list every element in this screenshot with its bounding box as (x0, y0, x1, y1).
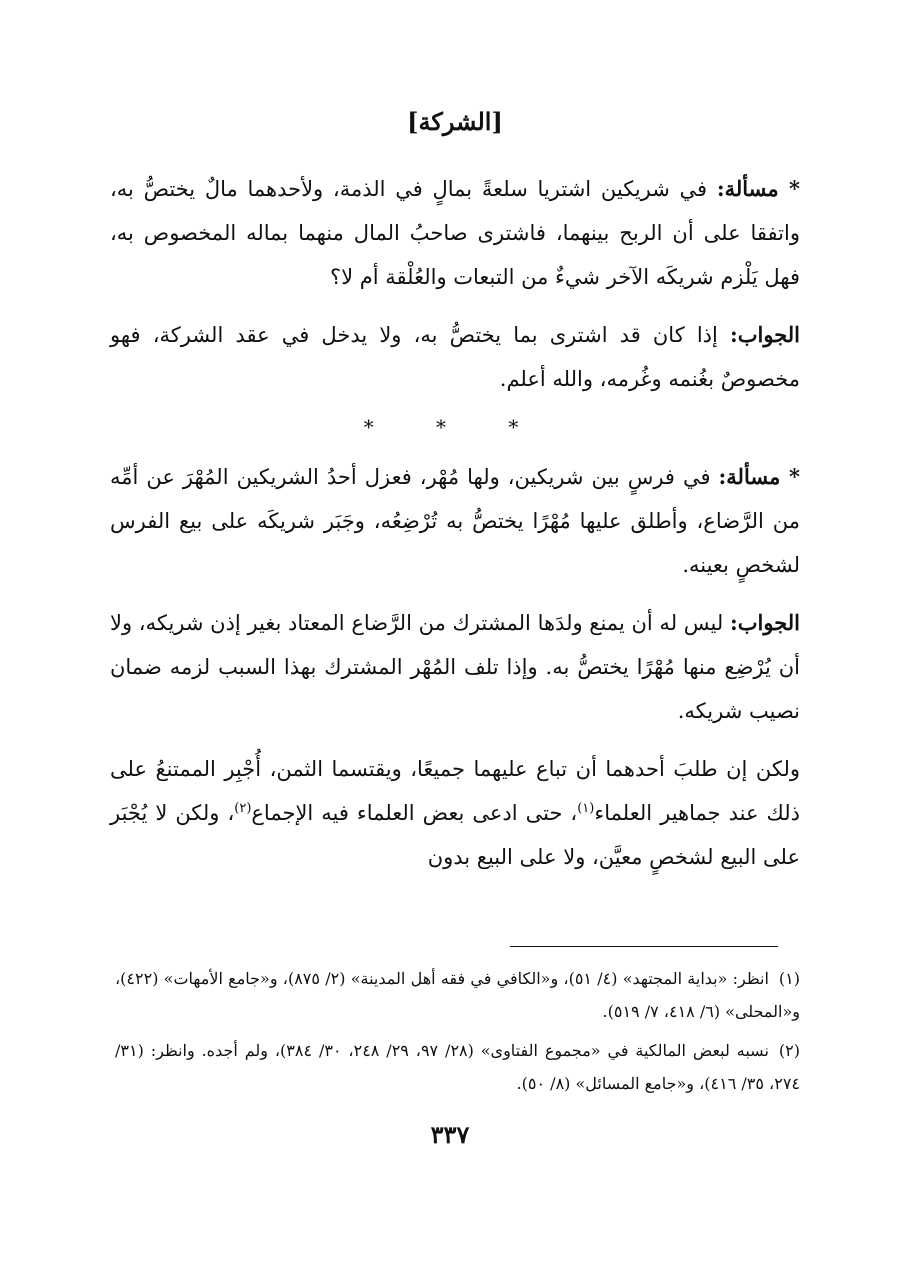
footnote-2-text: نسبه لبعض المالكية في «مجموع الفتاوى» (٢٨/ ٩٧، ٢٩/ ٢٤٨، ٣٠/ ٣٨٤)، ولم أجده. وانظر: (٣١/ ٢٧٤، ٣٥/ ٤١٦)، و«جامع المسائل» (٨/ ٥٠). (115, 1041, 800, 1093)
section-separator: * * * (363, 414, 547, 439)
footnote-1-number: (١) (778, 969, 800, 988)
answer-1-text: إذا كان قد اشترى بما يختصُّ به، ولا يدخل في عقد الشركة، فهو مخصوصٌ بغُنمه وغُرمه، والله أعلم. (110, 322, 800, 391)
question-1-lead: * مسألة: (716, 175, 800, 201)
paragraph-3-part-2: ، حتى ادعى بعض العلماء فيه الإجماع (251, 800, 578, 825)
page-number: ٣٣٧ (430, 1120, 470, 1149)
footnote-2-number: (٢) (778, 1041, 800, 1060)
answer-1-lead: الجواب: (730, 321, 800, 347)
footnote-ref-1[interactable]: (١) (577, 800, 595, 816)
footnote-1 (115, 962, 800, 1028)
answer-2-lead: الجواب: (730, 609, 800, 635)
answer-1 (110, 313, 800, 401)
footnote-divider (510, 946, 778, 947)
section-heading: [الشركة] (407, 107, 503, 136)
footnote-ref-2[interactable]: (٢) (234, 800, 252, 816)
footnotes (115, 962, 800, 1106)
question-2 (110, 455, 800, 587)
paragraph-3-part-1: ولكن إن طلبَ أحدهما أن تباع عليهما جميعًا، ويقتسما الثمن، أُجْبِر الممتنعُ على ذلك عند جماهير العلماء (110, 756, 800, 825)
answer-2 (110, 601, 800, 733)
question-2-text: في فرسٍ بين شريكين، ولها مُهْر، فعزل أحدُ الشريكين المُهْرَ عن أمِّه من الرَّضاع، وأطلق عليها مُهْرًا يختصُّ به تُرْضِعُه، وجَبَر شريكَه على بيع الفرس لشخصٍ بعينه. (110, 464, 800, 577)
footnote-2 (115, 1034, 800, 1100)
paragraph-3-part-3: ، ولكن لا يُجْبَر على البيع لشخصٍ معيَّن، ولا على البيع بدون (110, 800, 800, 869)
paragraph-3 (110, 747, 800, 879)
question-1 (110, 167, 800, 299)
question-1-text: في شريكين اشتريا سلعةً بمالٍ في الذمة، ولأحدهما مالٌ يختصُّ به، واتفقا على أن الربح بينهما، فاشترى صاحبُ المال منهما بماله المخصوص به، فهل يَلْزم شريكَه الآخر شيءٌ من التبعات والعُلْقة أم لا؟ (110, 176, 800, 289)
answer-2-text: ليس له أن يمنع ولدَها المشترك من الرَّضاع المعتاد بغير إذن شريكه، ولا أن يُرْضِع منها مُهْرًا يختصُّ به. وإذا تلف المُهْر المشترك بهذا السبب لزمه ضمان نصيب شريكه. (110, 610, 800, 723)
footnote-1-text: انظر: «بداية المجتهد» (٤/ ٥١)، و«الكافي في فقه أهل المدينة» (٢/ ٨٧٥)، و«جامع الأمهات» (٤٢٢)، و«المحلى» (٦/ ٤١٨، ٧/ ٥١٩). (115, 969, 800, 1021)
page-body (110, 105, 800, 893)
question-2-lead: * مسألة: (718, 463, 800, 489)
